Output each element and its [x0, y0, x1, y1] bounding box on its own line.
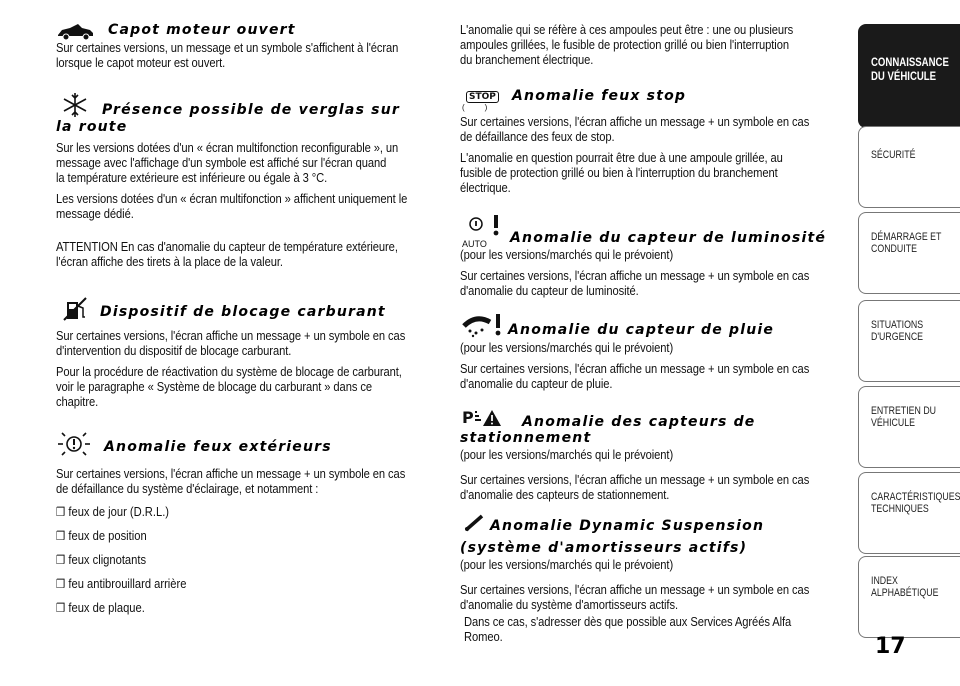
section-title-line-2: (système d'amortisseurs actifs) — [460, 540, 748, 556]
text-line: Dans ce cas, s'adresser dès que possible aux Services Agréés Alfa — [464, 614, 792, 629]
section-body — [460, 557, 850, 644]
exterior-light-fault-icon — [56, 430, 92, 458]
text-line: Sur certaines versions, l'écran affiche un message + un symbole en cas — [460, 114, 810, 129]
section-body — [56, 40, 440, 70]
text-line: L'anomalie en question pourrait être due à une ampoule grillée, au — [460, 150, 783, 165]
text-line: Sur certaines versions, l'écran affiche un message + un symbole en cas — [460, 361, 810, 376]
section-subtitle: (pour les versions/marchés qui le prévoient) — [460, 340, 674, 355]
section-body — [56, 140, 440, 269]
section-title: Dispositif de blocage carburant — [100, 304, 386, 320]
section-title-line-2: la route — [56, 119, 128, 135]
text-line: de défaillance des feux de stop. — [460, 129, 615, 144]
text-line: la température extérieure est inférieure ou égale à 3 °C. — [56, 170, 328, 185]
text-line: Sur certaines versions, l'écran affiche un message + un symbole en cas — [460, 472, 810, 487]
text-line: Sur certaines versions, un message et un symbole s'affichent à l'écran — [56, 40, 399, 55]
section-body — [56, 466, 440, 616]
section-title: Anomalie du capteur de luminosité — [510, 230, 827, 246]
tab-label: INDEX — [871, 575, 898, 587]
text-line: L'anomalie qui se réfère à ces ampoules peut être : une ou plusieurs — [460, 22, 794, 37]
text-line: d'anomalie du système d'amortisseurs actifs. — [460, 597, 678, 612]
text-line: d'anomalie du capteur de luminosité. — [460, 283, 639, 298]
text-line: l'écran affiche des tirets à la place de la valeur. — [56, 254, 283, 269]
text-line: voir le paragraphe « Système de blocage du carburant » dans ce — [56, 379, 372, 394]
text-line: d'intervention du dispositif de blocage carburant. — [56, 343, 292, 358]
text-line: Romeo. — [464, 629, 503, 644]
bullet-box-icon: ❒ — [56, 529, 66, 543]
tab-label: SITUATIONS — [871, 319, 924, 331]
section-body — [460, 247, 850, 298]
text-line: Pour la procédure de réactivation du système de blocage de carburant, — [56, 364, 402, 379]
text-line: du branchement électrique. — [460, 52, 594, 67]
parking-sensor-fault-icon — [462, 406, 506, 428]
page-number: 17 — [875, 634, 906, 659]
text-line: message dédié. — [56, 206, 134, 221]
tab-label: ALPHABÉTIQUE — [871, 587, 939, 599]
text-line: Sur certaines versions, l'écran affiche un message + un symbole en cas — [56, 466, 406, 481]
tab-label: VÉHICULE — [871, 417, 916, 429]
section-title-line-1: Présence possible de verglas sur — [102, 102, 400, 118]
text-line: Les versions dotées d'un « écran multifonction » affichent uniquement le — [56, 191, 408, 206]
text-line: électrique. — [460, 180, 511, 195]
ice-warning-icon — [60, 92, 90, 118]
bullet-box-icon: ❒ — [56, 553, 66, 567]
section-title: Capot moteur ouvert — [108, 22, 296, 38]
tab-label: CONNAISSANCE — [871, 55, 949, 69]
light-sensor-fault-icon: AUTO — [462, 214, 502, 246]
fuel-cutoff-icon — [62, 296, 88, 322]
section-body — [460, 340, 850, 391]
list-item: ❒ feu antibrouillard arrière — [56, 576, 187, 591]
stop-lamp-fault-icon: STOP ( ) — [462, 86, 502, 106]
rain-sensor-fault-icon — [462, 312, 504, 338]
text-line: Sur certaines versions, l'écran affiche un message + un symbole en cas — [56, 328, 406, 343]
svg-text:P: P — [462, 408, 474, 427]
tab-label: DU VÉHICULE — [871, 69, 937, 83]
section-title-line-1: Anomalie Dynamic Suspension — [490, 518, 765, 534]
section-subtitle: (pour les versions/marchés qui le prévoient) — [460, 447, 674, 462]
text-line: d'anomalie des capteurs de stationnement. — [460, 487, 670, 502]
section-title-line-2: stationnement — [460, 430, 592, 446]
tab-situations-urgence[interactable] — [858, 300, 960, 382]
tab-label: CONDUITE — [871, 243, 917, 255]
section-body — [460, 447, 850, 502]
suspension-fault-icon — [464, 514, 484, 532]
intro-paragraph — [460, 22, 850, 67]
section-subtitle: (pour les versions/marchés qui le prévoient) — [460, 557, 674, 572]
text-line: chapitre. — [56, 394, 99, 409]
tab-index-alphabetique[interactable] — [858, 556, 960, 638]
bullet-box-icon: ❒ — [56, 505, 66, 519]
tab-connaissance-vehicule[interactable] — [858, 24, 960, 128]
chapter-sidebar — [858, 0, 960, 686]
tab-label: ENTRETIEN DU — [871, 405, 937, 417]
section-title: Anomalie feux stop — [512, 88, 687, 104]
tab-label: DÉMARRAGE ET — [871, 231, 942, 243]
tab-label: CARACTÉRISTIQUES — [871, 491, 960, 503]
section-title-line-1: Anomalie des capteurs de — [522, 414, 756, 430]
tab-securite[interactable] — [858, 126, 960, 208]
tab-label: SÉCURITÉ — [871, 149, 916, 161]
text-line: fusible de protection grillé ou bien à l'interruption du branchement — [460, 165, 778, 180]
text-line: message avec l'affichage d'un symbole est affiché sur l'écran quand — [56, 155, 387, 170]
text-line: ATTENTION En cas d'anomalie du capteur de température extérieure, — [56, 239, 398, 254]
text-line: Sur certaines versions, l'écran affiche un message + un symbole en cas — [460, 582, 810, 597]
text-line: d'anomalie du capteur de pluie. — [460, 376, 613, 391]
bullet-box-icon: ❒ — [56, 577, 66, 591]
section-body — [460, 114, 850, 195]
car-hood-open-icon — [56, 22, 96, 40]
section-subtitle: (pour les versions/marchés qui le prévoient) — [460, 247, 674, 262]
text-line: ampoules grillées, le fusible de protection grillé ou bien l'interruption — [460, 37, 789, 52]
text-line: de défaillance du système d'éclairage, et notamment : — [56, 481, 319, 496]
tab-caracteristiques-techniques[interactable] — [858, 472, 960, 554]
section-body — [56, 328, 440, 409]
tab-demarrage-conduite[interactable] — [858, 212, 960, 294]
text-line: lorsque le capot moteur est ouvert. — [56, 55, 226, 70]
tab-entretien-vehicule[interactable] — [858, 386, 960, 468]
section-title: Anomalie du capteur de pluie — [508, 322, 775, 338]
tab-label: D'URGENCE — [871, 331, 924, 343]
list-item: ❒ feux clignotants — [56, 552, 147, 567]
tab-label: TECHNIQUES — [871, 503, 929, 515]
list-item: ❒ feux de jour (D.R.L.) — [56, 504, 170, 519]
list-item: ❒ feux de position — [56, 528, 147, 543]
list-item: ❒ feux de plaque. — [56, 600, 145, 615]
text-line: Sur les versions dotées d'un « écran multifonction reconfigurable », un — [56, 140, 399, 155]
bullet-box-icon: ❒ — [56, 601, 66, 615]
text-line: Sur certaines versions, l'écran affiche un message + un symbole en cas — [460, 268, 810, 283]
section-title: Anomalie feux extérieurs — [104, 439, 332, 455]
